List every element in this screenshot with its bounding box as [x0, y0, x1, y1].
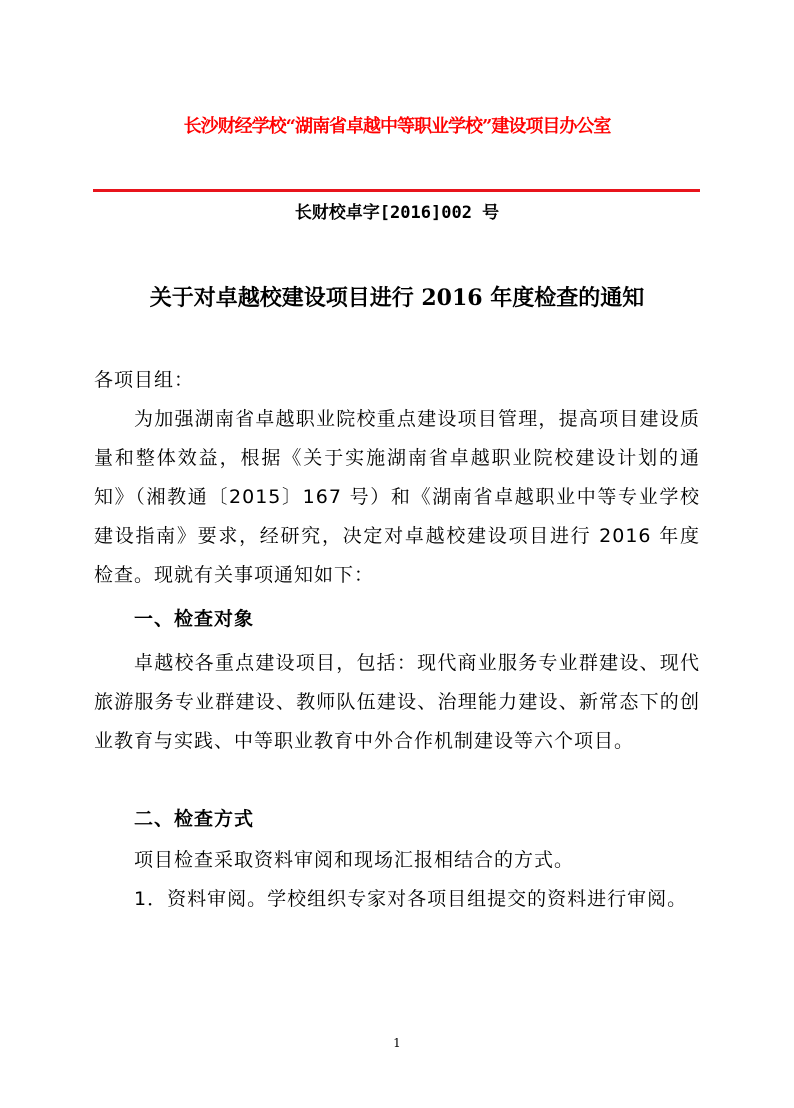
salutation: 各项目组： — [94, 369, 195, 391]
section2-item1: 1．资料审阅。学校组织专家对各项目组提交的资料进行审阅。 — [134, 888, 688, 910]
document-number: 长财校卓字[2016]002 号 — [294, 203, 500, 223]
section2-paragraph: 项目检查采取资料审阅和现场汇报相结合的方式。 — [134, 849, 575, 871]
notice-title: 关于对卓越校建设项目进行 2016 年度检查的通知 — [149, 285, 645, 311]
section2-heading: 二、检查方式 — [134, 808, 255, 830]
header-red-rule — [93, 189, 700, 192]
section1-heading: 一、检查对象 — [134, 608, 255, 630]
intro-paragraph: 为加强湖南省卓越职业院校重点建设项目管理，提高项目建设质量和整体效益，根据《关于实施湖南省卓越职业院校建设计划的通知》（湘教通〔2015〕167 号）和《湖南省卓越职业中等专业学校建设指南》要求，经研究，决定对卓越校建设项目进行 2016 年度检查。现就有关事项通知如下： — [94, 408, 700, 586]
notice-body-part2 — [94, 644, 700, 761]
page-number: 1 — [393, 1036, 401, 1050]
issuing-office-header: 长沙财经学校“湖南省卓越中等职业学校”建设项目办公室 — [183, 116, 611, 137]
notice-body-part1 — [94, 361, 700, 595]
notice-body-part3 — [94, 841, 700, 919]
section1-paragraph: 卓越校各重点建设项目，包括：现代商业服务专业群建设、现代旅游服务专业群建设、教师队伍建设、治理能力建设、新常态下的创业教育与实践、中等职业教育中外合作机制建设等六个项目。 — [94, 652, 700, 752]
